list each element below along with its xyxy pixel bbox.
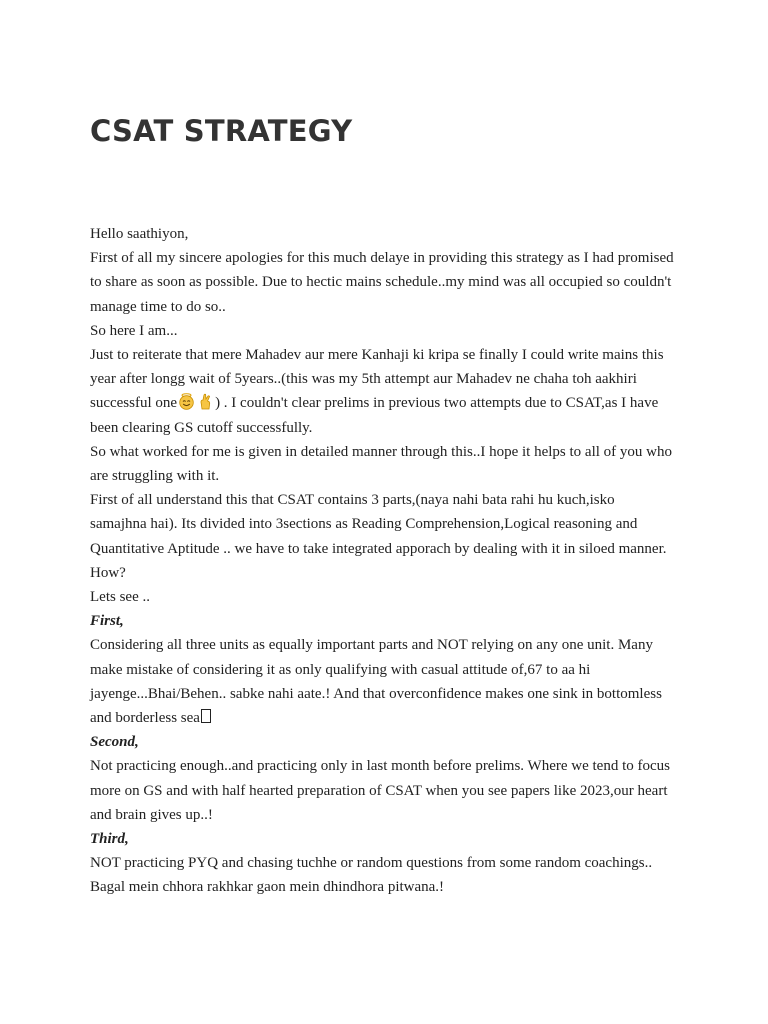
- paragraph-line-with-emoji: [90, 391, 690, 415]
- paragraph-line: First of all understand this that CSAT contains 3 parts,(naya nahi bata rahi hu kuch,isko: [90, 492, 615, 509]
- paragraph-line: been clearing GS cutoff successfully.: [90, 419, 313, 436]
- paragraph-line: year after longg wait of 5years..(this was my 5th attempt aur Mahadev ne chaha toh aakhiri: [90, 371, 637, 388]
- paragraph-line: are struggling with it.: [90, 468, 220, 485]
- section-heading-second: Second,: [90, 734, 139, 751]
- paragraph-line: Not practicing enough..and practicing only in last month before prelims. Where we tend to focus: [90, 758, 670, 775]
- paragraph-line: manage time to do so..: [90, 298, 226, 315]
- paragraph-line: So here I am...: [90, 322, 178, 339]
- text-segment: and borderless sea: [90, 710, 200, 727]
- section-heading-first: First,: [90, 613, 124, 630]
- paragraph-line: First of all my sincere apologies for this much delaye in providing this strategy as I had promised: [90, 250, 674, 267]
- paragraph-line: Lets see ..: [90, 589, 150, 606]
- missing-glyph-box-icon: [201, 709, 211, 723]
- paragraph-line-with-glyph: [90, 706, 690, 730]
- paragraph-line: Quantitative Aptitude .. we have to take integrated apporach by dealing with it in siloed manner.: [90, 540, 667, 557]
- paragraph-line: Considering all three units as equally important parts and NOT relying on any one unit. Many: [90, 637, 653, 654]
- paragraph-line: make mistake of considering it as only qualifying with casual attitude of,67 to aa hi: [90, 661, 591, 678]
- document-body: [90, 222, 690, 900]
- text-segment: successful one: [90, 395, 178, 412]
- section-heading-third: Third,: [90, 831, 129, 848]
- paragraph-line: to share as soon as possible. Due to hectic mains schedule..my mind was all occupied so couldn't: [90, 274, 672, 291]
- paragraph-line: NOT practicing PYQ and chasing tuchhe or random questions from some random coachings..: [90, 855, 653, 872]
- crossed-fingers-emoji-icon: [197, 393, 214, 410]
- paragraph-line: and brain gives up..!: [90, 806, 213, 823]
- paragraph-line: more on GS and with half hearted preparation of CSAT when you see papers like 2023,our heart: [90, 782, 668, 799]
- paragraph-line: Hello saathiyon,: [90, 226, 189, 242]
- page-title: CSAT STRATEGY: [90, 114, 353, 148]
- paragraph-line: Bagal mein chhora rakhkar gaon mein dhindhora pitwana.!: [90, 879, 445, 896]
- text-segment: ) . I couldn't clear prelims in previous two attempts due to CSAT,as I have: [215, 395, 659, 412]
- paragraph-line: How?: [90, 564, 126, 581]
- paragraph-line: jayenge...Bhai/Behen.. sabke nahi aate.! And that overconfidence makes one sink in bottomless: [90, 685, 662, 702]
- paragraph-line: samajhna hai). Its divided into 3sections as Reading Comprehension,Logical reasoning and: [90, 516, 638, 533]
- paragraph-line: Just to reiterate that mere Mahadev aur mere Kanhaji ki kripa se finally I could write mains this: [90, 347, 664, 364]
- paragraph-line: So what worked for me is given in detailed manner through this..I hope it helps to all of you who: [90, 443, 672, 460]
- halo-smile-emoji-icon: [178, 393, 195, 410]
